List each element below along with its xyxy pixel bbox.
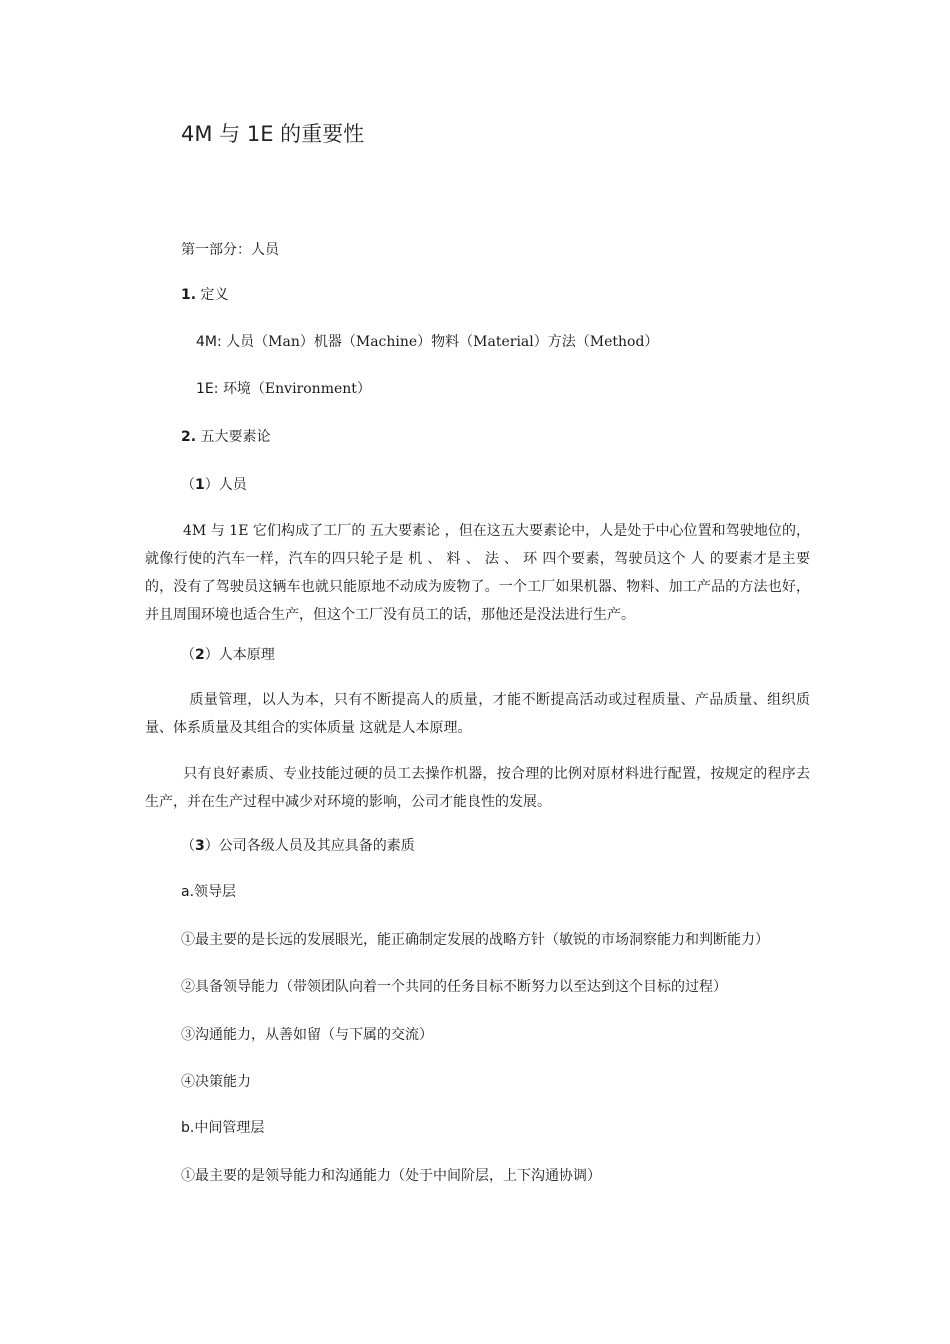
- level-a-item: ③沟通能力，从善如留（与下属的交流）: [181, 1027, 433, 1043]
- subsection-2-heading: [181, 645, 275, 665]
- subsection-3-number: 3: [195, 838, 205, 854]
- subsection-1-label: ）人员: [204, 477, 247, 493]
- subsection-3-heading: [181, 836, 415, 856]
- level-a-letter: a.: [181, 884, 195, 900]
- part-heading: 第一部分：人员: [181, 242, 279, 258]
- definition-4m: [196, 332, 658, 352]
- document-title: 4M 与 1E 的重要性: [181, 122, 365, 146]
- subsection-1-heading: [181, 475, 247, 495]
- subsection-2-paragraph-1: [145, 686, 810, 742]
- subsection-1-open: （: [181, 477, 195, 493]
- definition-1e-text: 环境（Environment）: [222, 381, 371, 397]
- section-2-number: 2.: [181, 429, 197, 445]
- subsection-1-paragraph: [145, 517, 810, 629]
- level-a-item: ④决策能力: [181, 1074, 251, 1090]
- section-2-heading: [181, 427, 271, 447]
- level-a-heading: [181, 882, 236, 902]
- definition-1e-prefix: 1E:: [196, 381, 219, 397]
- subsection-2-open: （: [181, 647, 195, 663]
- level-b-heading: [181, 1118, 264, 1138]
- section-1-number: 1.: [181, 287, 197, 303]
- subsection-2-label: ）人本原理: [204, 647, 275, 663]
- subsection-2-number: 2: [195, 647, 205, 663]
- subsection-3-open: （: [181, 838, 195, 854]
- subsection-2-paragraph-1-text: 质量管理，以人为本，只有不断提高人的质量，才能不断提高活动或过程质量、产品质量、组织质量、体系质量及其组合的实体质量 这就是人本原理。: [145, 692, 810, 736]
- subsection-3-label: ）公司各级人员及其应具备的素质: [204, 838, 415, 854]
- subsection-1-paragraph-text: 4M 与 1E 它们构成了工厂的 五大要素论 ，但在这五大要素论中，人是处于中心位置和驾驶地位的，就像行使的汽车一样，汽车的四只轮子是 机 、 料 、 法 、 环 四个要素，驾驶员这个 人 的要素才是主要的，没有了驾驶员这辆车也就只能原地不动成为废物了。一个工厂如果机器、物料、加工产品的方法也好，并且周围环境也适合生产，但这个工厂没有员工的话，那他还是没法进行生产。: [145, 523, 810, 623]
- definition-4m-text: 人员（Man）机器（Machine）物料（Material）方法（Method）: [226, 334, 659, 350]
- level-b-label: 中间管理层: [194, 1120, 265, 1136]
- section-1-label: 定义: [200, 287, 229, 303]
- level-a-item: ①最主要的是长远的发展眼光，能正确制定发展的战略方针（敏锐的市场洞察能力和判断能力）: [181, 932, 769, 948]
- subsection-1-number: 1: [195, 477, 205, 493]
- subsection-2-paragraph-2: [145, 760, 810, 816]
- subsection-2-paragraph-2-text: 只有良好素质、专业技能过硬的员工去操作机器，按合理的比例对原材料进行配置，按规定的程序去生产，并在生产过程中减少对环境的影响，公司才能良性的发展。: [145, 766, 810, 810]
- level-b-letter: b.: [181, 1120, 195, 1136]
- section-1-heading: [181, 285, 229, 305]
- level-a-label: 领导层: [194, 884, 237, 900]
- definition-4m-prefix: 4M:: [196, 334, 222, 350]
- definition-1e: [196, 379, 371, 399]
- level-a-item: ②具备领导能力（带领团队向着一个共同的任务目标不断努力以至达到这个目标的过程）: [181, 979, 727, 995]
- section-2-label: 五大要素论: [200, 429, 271, 445]
- level-b-item: ①最主要的是领导能力和沟通能力（处于中间阶层，上下沟通协调）: [181, 1168, 601, 1184]
